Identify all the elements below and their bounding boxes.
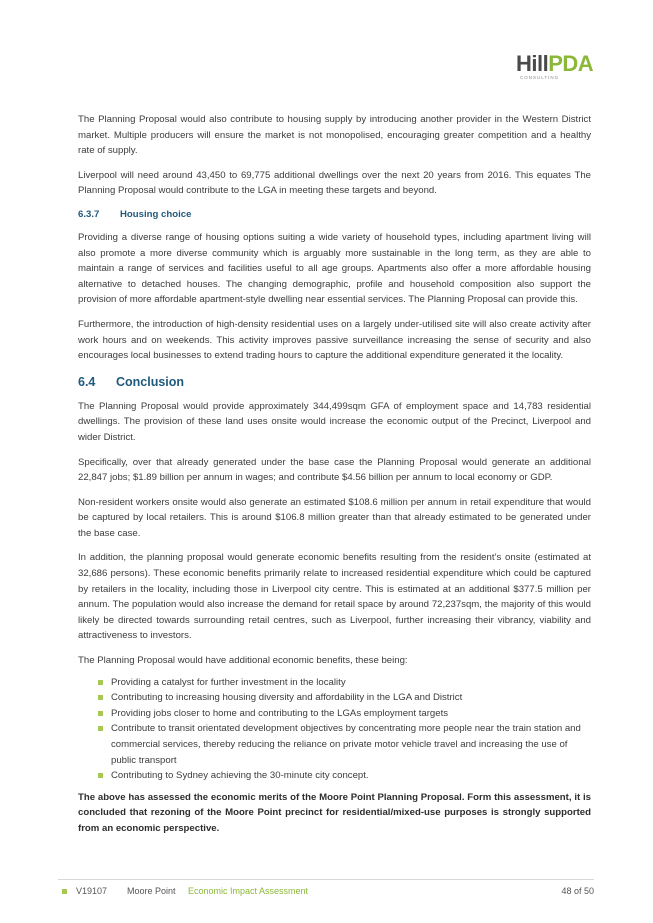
benefits-list bbox=[78, 675, 591, 784]
page-footer bbox=[58, 886, 594, 900]
footer-reference: V19107 bbox=[76, 886, 108, 896]
footer-project: Moore Point bbox=[127, 886, 176, 896]
logo-hill: Hill bbox=[516, 51, 549, 76]
logo-wordmark bbox=[516, 52, 593, 76]
logo-pda: PDA bbox=[548, 51, 594, 76]
footer-divider bbox=[58, 879, 594, 880]
section-title: Conclusion bbox=[116, 374, 185, 389]
list-item bbox=[78, 706, 591, 722]
bullet-square-icon bbox=[98, 711, 103, 716]
footer-square-icon bbox=[62, 889, 67, 894]
paragraph: Providing a diverse range of housing options suiting a wide variety of household types, including apartment living will also promote a more diverse community which is arguably more sustainable in the long term, as they are able to maintain a range of services and facilities useful to all age groups. Apartments also offer a more affordable housing alternative to detached houses. The changing demographic, profile and household composition also support the provision of more affordable apartment-style dwelling near essential services. The Planning Proposal can provide this. bbox=[78, 231, 591, 306]
paragraph: The Planning Proposal would provide approximately 344,499sqm GFA of employment space and 14,783 residential dwellings. The provision of these land uses onsite would increase the economic output of the Precinct, Liverpool and wider District. bbox=[78, 400, 591, 443]
paragraph: Specifically, over that already generated under the base case the Planning Proposal would generate an additional 22,847 jobs; $1.89 billion per annum in wages; and contribute $4.56 billion per annum to local economy or GDP. bbox=[78, 456, 591, 484]
list-item-text: Contributing to Sydney achieving the 30-minute city concept. bbox=[111, 770, 369, 782]
paragraph: Liverpool will need around 43,450 to 69,775 additional dwellings over the next 20 years from 2016. This equates The Planning Proposal would contribute to the LGA in meeting these targets and beyond. bbox=[78, 169, 591, 197]
bullet-square-icon bbox=[98, 680, 103, 685]
list-item-text: Contribute to transit orientated development objectives by concentrating more people near the train station and commercial services, thereby reducing the reliance on private motor vehicle travel and increasing the use of public transport bbox=[111, 723, 581, 766]
hillpda-logo bbox=[516, 52, 608, 82]
section-heading-conclusion bbox=[78, 373, 591, 391]
paragraph: The Planning Proposal would also contribute to housing supply by introducing another provider in the Western District market. Multiple producers will ensure the market is not monopolised, encouraging greater competition and a healthy rate of supply. bbox=[78, 114, 591, 157]
list-item bbox=[78, 768, 591, 784]
section-number: 6.4 bbox=[78, 374, 96, 389]
bullet-square-icon bbox=[98, 773, 103, 778]
list-item-text: Providing a catalyst for further investment in the locality bbox=[111, 676, 346, 688]
conclusion-statement: The above has assessed the economic merits of the Moore Point Planning Proposal. Form this assessment, it is concluded that rezoning of the Moore Point precinct for residential/mixed-use purposes is strongly supported from an economic perspective. bbox=[78, 791, 591, 834]
section-title: Housing choice bbox=[120, 208, 192, 220]
list-item-text: Contributing to increasing housing diversity and affordability in the LGA and District bbox=[111, 692, 463, 704]
list-item bbox=[78, 690, 591, 706]
page-number: 48 of 50 bbox=[561, 886, 594, 896]
logo-subtitle: CONSULTING bbox=[520, 75, 560, 80]
bullet-square-icon bbox=[98, 695, 103, 700]
list-item bbox=[78, 675, 591, 691]
paragraph: In addition, the planning proposal would generate economic benefits resulting from the resident’s onsite (estimated at 32,686 persons). These economic benefits primarily relate to increased residential expenditure which could be captured by retailers in the locality, including those in Liverpool city centre. This is estimated at an additional $377.5 million per annum. The population would also increase the demand for retail space by around 72,237sqm, the majority of this would likely be directed towards surrounding retail centres, such as Liverpool, further increasing their vibrancy, viability and attractiveness to investors. bbox=[78, 552, 591, 642]
footer-document-title: Economic Impact Assessment bbox=[188, 886, 309, 896]
list-item-text: Providing jobs closer to home and contributing to the LGAs employment targets bbox=[111, 707, 449, 719]
list-item bbox=[78, 721, 591, 768]
section-number: 6.3.7 bbox=[78, 208, 100, 220]
paragraph: Non-resident workers onsite would also generate an estimated $108.6 million per annum in retail expenditure that would be captured by local retailers. This is around $106.8 million greater than that already estimated to be generated under the base case. bbox=[78, 496, 591, 539]
paragraph: Furthermore, the introduction of high-density residential uses on a largely under-utilised site will also create activity after work hours and on weekends. This activity improves passive surveillance increasing the sense of security and also encourages local businesses to extend trading hours to capture the additional expenditure generated it the locality. bbox=[78, 318, 591, 362]
section-heading-housing-choice bbox=[78, 208, 591, 222]
paragraph: The Planning Proposal would have additional economic benefits, these being: bbox=[78, 655, 408, 667]
body-content bbox=[78, 112, 591, 846]
bullet-square-icon bbox=[98, 726, 103, 731]
